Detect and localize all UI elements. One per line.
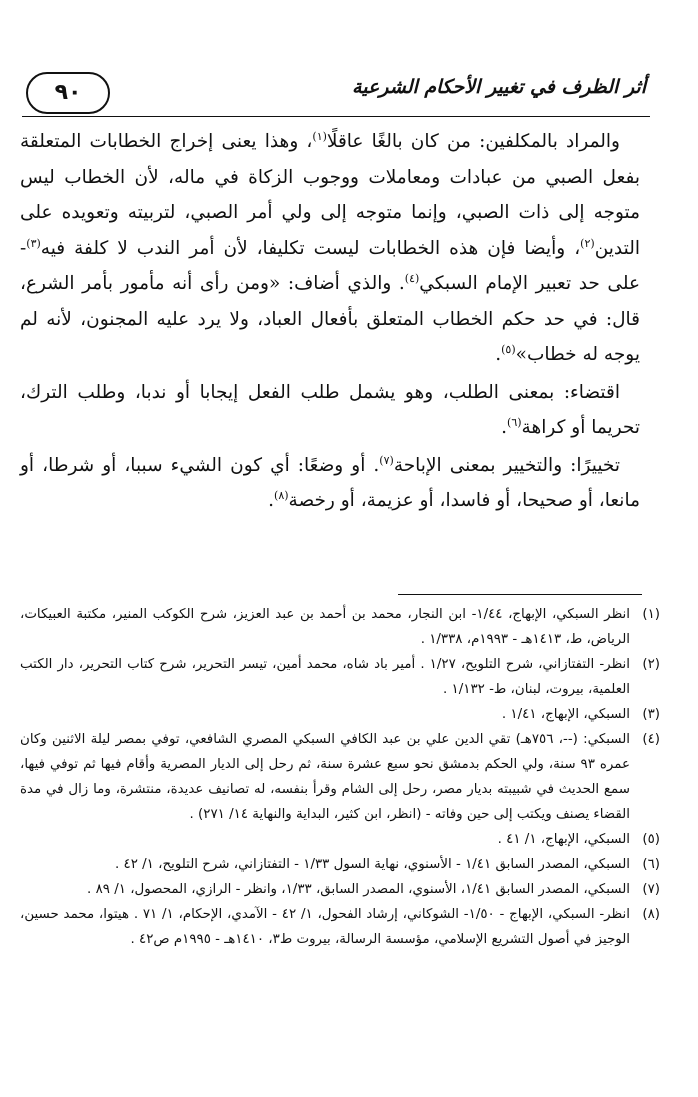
header-rule — [22, 116, 650, 117]
main-text — [20, 124, 640, 521]
running-title: أثر الظرف في تغيير الأحكام الشرعية — [352, 76, 646, 98]
paragraph-definition-mukallafin — [20, 124, 640, 373]
footnote-number: (٦) — [642, 857, 660, 872]
text-span: . أو وضعًا: أي كون الشيء سببا، أو شرطا، أو مانعا، أو صحيحا، أو فاسدا، أو عزيمة، أو رخصة — [20, 454, 640, 511]
paragraph-iqtida — [20, 375, 640, 446]
footnote-text: انظر- التفتازاني، شرح التلويح، ١/٢٧ . أمير باد شاه، محمد أمين، تيسر التحرير، شرح كتاب التحرير، دار الكتب العلمية، بيروت، لبنان، ط- ١/١٣٢ . — [20, 657, 631, 697]
footnote-number: (١) — [642, 607, 660, 622]
footnote — [20, 727, 660, 827]
footnote-number: (٥) — [642, 832, 660, 847]
footnote-text: انظر- السبكي، الإبهاج - ١/٥٠- الشوكاني، إرشاد الفحول، ١/ ٤٢ - الآمدي، الإحكام، ١/ ٧١ . هيتوا، محمد حسين، الوجيز في أصول التشريع الإسلامي، مؤسسة الرسالة، بيروت ط٣، ١٤١٠هـ - ١٩٩٥م ص٤٢ . — [20, 907, 630, 947]
footnote — [20, 902, 660, 952]
footnote-text: السبكي، المصدر السابق ١/٤١ - الأسنوي، نهاية السول ١/٣٣ - التفتازاني، شرح التلويح، ١/ ٤٢ . — [114, 857, 630, 872]
text-span: . والذي أضاف: «ومن رأى أنه مأمور بأمر الشرع، قال: في حد حكم الخطاب المتعلق بأفعال العباد، ولا يرد عليه المجنون، لأنه لم يوجه له خطاب» — [20, 273, 640, 365]
footnote-ref-3[interactable]: (٣) — [26, 236, 41, 250]
footnote — [20, 877, 660, 902]
footnote-ref-5[interactable]: (٥) — [501, 342, 516, 356]
text-span: . — [268, 490, 275, 511]
footnote-separator — [398, 594, 642, 595]
footnote-text: السبكي، الإبهاج، ١/٤١ . — [501, 707, 630, 722]
footnote-ref-7[interactable]: (٧) — [379, 453, 394, 467]
footnote-ref-1[interactable]: (١) — [312, 129, 327, 143]
footnote — [20, 652, 660, 702]
footnote — [20, 852, 660, 877]
text-span: ، وأيضا فإن هذه الخطابات ليست تكليفا، لأن أمر الندب لا كلفة فيه — [40, 237, 581, 259]
footnote-text: السبكي، الإبهاج، ١/ ٤١ . — [497, 832, 630, 847]
page-header — [22, 72, 650, 122]
footnotes — [20, 602, 660, 952]
footnote-ref-4[interactable]: (٤) — [404, 271, 420, 285]
footnote-ref-6[interactable]: (٦) — [507, 415, 522, 429]
footnote-ref-8[interactable]: (٨) — [274, 488, 289, 502]
footnote — [20, 602, 660, 652]
text-span: . — [495, 344, 502, 365]
footnote — [20, 702, 660, 727]
text-span: تخييرًا: والتخيير بمعنى الإباحة — [393, 454, 621, 476]
text-span: والمراد بالمكلفين: من كان بالغًا عاقلًا — [326, 131, 620, 152]
footnote-text: السبكي، المصدر السابق ١/٤١، الأسنوي، المصدر السابق، ١/٣٣، وانظر - الرازي، المحصول، ١/ ٨٩ . — [87, 882, 630, 897]
footnote-text: انظر السبكي، الإبهاج، ١/٤٤- ابن النجار، محمد بن أحمد بن عبد العزيز، شرح الكوكب المنير، مكتبة العبيكات، الرياض، ط، ١٤١٣هـ - ١٩٩٣م، ١/٣٣٨ . — [20, 607, 631, 647]
text-span: - على حد تعبير الإمام السبكي — [20, 237, 641, 294]
footnote-number: (٢) — [642, 657, 660, 672]
text-span: . — [501, 417, 508, 438]
footnote-number: (٧) — [642, 882, 660, 897]
footnote-number: (٤) — [642, 732, 660, 747]
text-span: اقتضاء: بمعنى الطلب، وهو يشمل طلب الفعل إيجابا أو ندبا، وطلب الترك، تحريما أو كراهة — [20, 381, 640, 438]
page-number: ٩٠ — [26, 72, 110, 114]
footnote — [20, 827, 660, 852]
footnote-text: السبكي: (--، ٧٥٦هـ) تقي الدين علي بن عبد الكافي السبكي المصري الشافعي، توفي بمصر ليلة الاثنين وكان عمره ٩٣ سنة، ولي الحكم بدمشق نحو سبع عشرة سنة، ثم رحل إلى الديار المصرية وأقام فيها ثم توفي فيها، سمع الحديث في شبيبته بديار مصر، رحل إلى الشام وقرأ بنفسه، له تصانيف عديدة، منتشرة، وما زال في مدة القضاء يصنف ويكتب إلى حين وفاته - (انظر، ابن كثير، البداية والنهاية ١٤/ ٢٧١) . — [20, 732, 631, 822]
paragraph-takhyir — [20, 448, 640, 519]
footnote-number: (٣) — [642, 707, 660, 722]
footnote-number: (٨) — [642, 907, 660, 922]
footnote-ref-2[interactable]: (٢) — [580, 236, 595, 250]
text-span: ، وهذا يعنى إخراج الخطابات المتعلقة بفعل الصبي من عبادات ومعاملات ووجوب الزكاة في ماله، لأن الخطاب ليس متوجه إلى ذات الصبي، وإنما متوجه إلى ولي أمر الصبي، لتربيته وتعويده على التدين — [20, 131, 640, 259]
